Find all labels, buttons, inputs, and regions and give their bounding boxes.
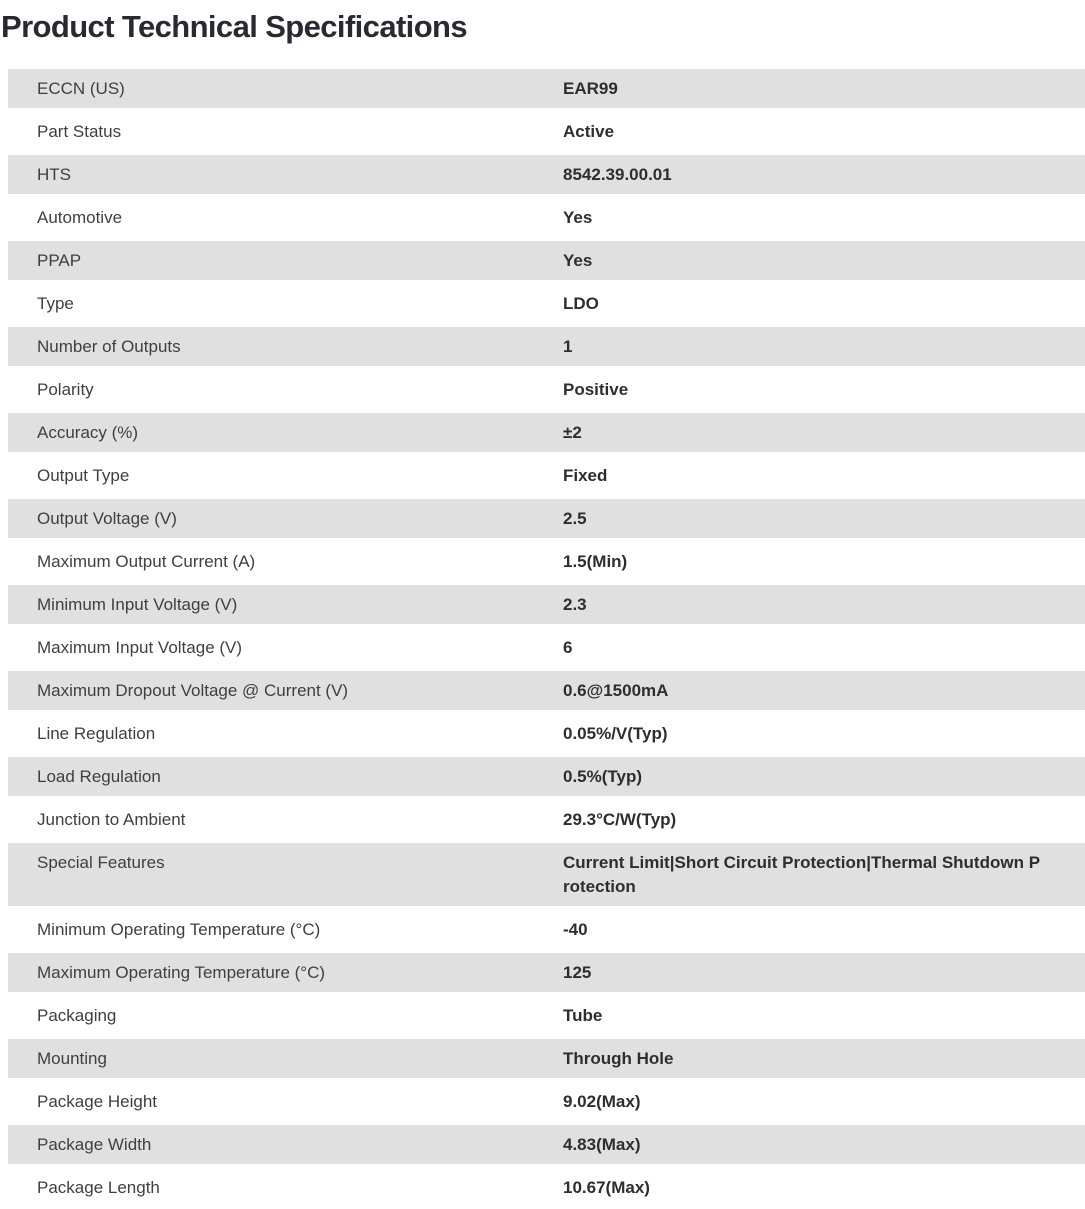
spec-row xyxy=(8,712,1085,755)
spec-value: Active xyxy=(563,122,615,141)
spec-label: Output Voltage (V) xyxy=(37,509,177,528)
spec-label: Packaging xyxy=(37,1006,117,1025)
spec-value: Tube xyxy=(563,1006,603,1025)
spec-row xyxy=(8,497,1085,540)
spec-row xyxy=(8,153,1085,196)
spec-label: Number of Outputs xyxy=(37,337,181,356)
spec-row xyxy=(8,411,1085,454)
spec-row xyxy=(8,1080,1085,1123)
spec-label: Junction to Ambient xyxy=(37,810,186,829)
spec-row xyxy=(8,110,1085,153)
spec-label: Mounting xyxy=(37,1049,107,1068)
spec-value: 6 xyxy=(563,638,573,657)
spec-row xyxy=(8,994,1085,1037)
spec-label: Minimum Input Voltage (V) xyxy=(37,595,238,614)
spec-label: Package Width xyxy=(37,1135,152,1154)
spec-value: Through Hole xyxy=(563,1049,674,1068)
spec-value: 1 xyxy=(563,337,573,356)
spec-label: Automotive xyxy=(37,208,123,227)
spec-value: Positive xyxy=(563,380,629,399)
spec-row xyxy=(8,368,1085,411)
spec-table xyxy=(8,67,1085,1209)
spec-label: HTS xyxy=(37,165,71,184)
spec-label: Package Length xyxy=(37,1178,160,1197)
spec-row xyxy=(8,583,1085,626)
spec-row xyxy=(8,454,1085,497)
spec-label: Polarity xyxy=(37,380,94,399)
spec-value: 10.67(Max) xyxy=(563,1178,650,1197)
spec-row xyxy=(8,1123,1085,1166)
spec-value: Current Limit|Short Circuit Protection|Thermal Shutdown Protection xyxy=(563,853,1041,896)
spec-value: Yes xyxy=(563,251,593,270)
spec-value: 9.02(Max) xyxy=(563,1092,641,1111)
spec-label: Maximum Input Voltage (V) xyxy=(37,638,243,657)
spec-label: Output Type xyxy=(37,466,130,485)
spec-label: Maximum Dropout Voltage @ Current (V) xyxy=(37,681,349,700)
spec-row xyxy=(8,325,1085,368)
spec-label: Maximum Output Current (A) xyxy=(37,552,256,571)
spec-value: 125 xyxy=(563,963,592,982)
spec-label: Minimum Operating Temperature (°C) xyxy=(37,920,321,939)
spec-label: Line Regulation xyxy=(37,724,156,743)
spec-value: 2.3 xyxy=(563,595,587,614)
spec-label: Maximum Operating Temperature (°C) xyxy=(37,963,326,982)
spec-value: 8542.39.00.01 xyxy=(563,165,672,184)
spec-value: 0.5%(Typ) xyxy=(563,767,643,786)
spec-label: Package Height xyxy=(37,1092,158,1111)
spec-value: 4.83(Max) xyxy=(563,1135,641,1154)
spec-row xyxy=(8,798,1085,841)
spec-row xyxy=(8,1037,1085,1080)
spec-value: 1.5(Min) xyxy=(563,552,628,571)
page-title: Product Technical Specifications xyxy=(1,9,468,44)
spec-row xyxy=(8,669,1085,712)
spec-value: Yes xyxy=(563,208,593,227)
spec-label: Special Features xyxy=(37,853,165,872)
spec-row xyxy=(8,282,1085,325)
spec-value: ±2 xyxy=(563,423,582,442)
spec-row xyxy=(8,951,1085,994)
spec-row xyxy=(8,755,1085,798)
spec-label: Load Regulation xyxy=(37,767,161,786)
spec-value: -40 xyxy=(563,920,588,939)
spec-label: Type xyxy=(37,294,74,313)
spec-row xyxy=(8,841,1085,908)
spec-value: 0.05%/V(Typ) xyxy=(563,724,668,743)
spec-label: Part Status xyxy=(37,122,122,141)
spec-value: 0.6@1500mA xyxy=(563,681,669,700)
spec-value: 29.3°C/W(Typ) xyxy=(563,810,677,829)
spec-value: EAR99 xyxy=(563,79,618,98)
spec-row xyxy=(8,67,1085,110)
spec-row xyxy=(8,196,1085,239)
spec-label: PPAP xyxy=(37,251,82,270)
spec-row xyxy=(8,540,1085,583)
spec-label: Accuracy (%) xyxy=(37,423,139,442)
spec-row xyxy=(8,908,1085,951)
spec-row xyxy=(8,1166,1085,1209)
spec-value: Fixed xyxy=(563,466,608,485)
spec-value: 2.5 xyxy=(563,509,587,528)
spec-row xyxy=(8,626,1085,669)
spec-label: ECCN (US) xyxy=(37,79,125,98)
spec-value: LDO xyxy=(563,294,599,313)
spec-row xyxy=(8,239,1085,282)
